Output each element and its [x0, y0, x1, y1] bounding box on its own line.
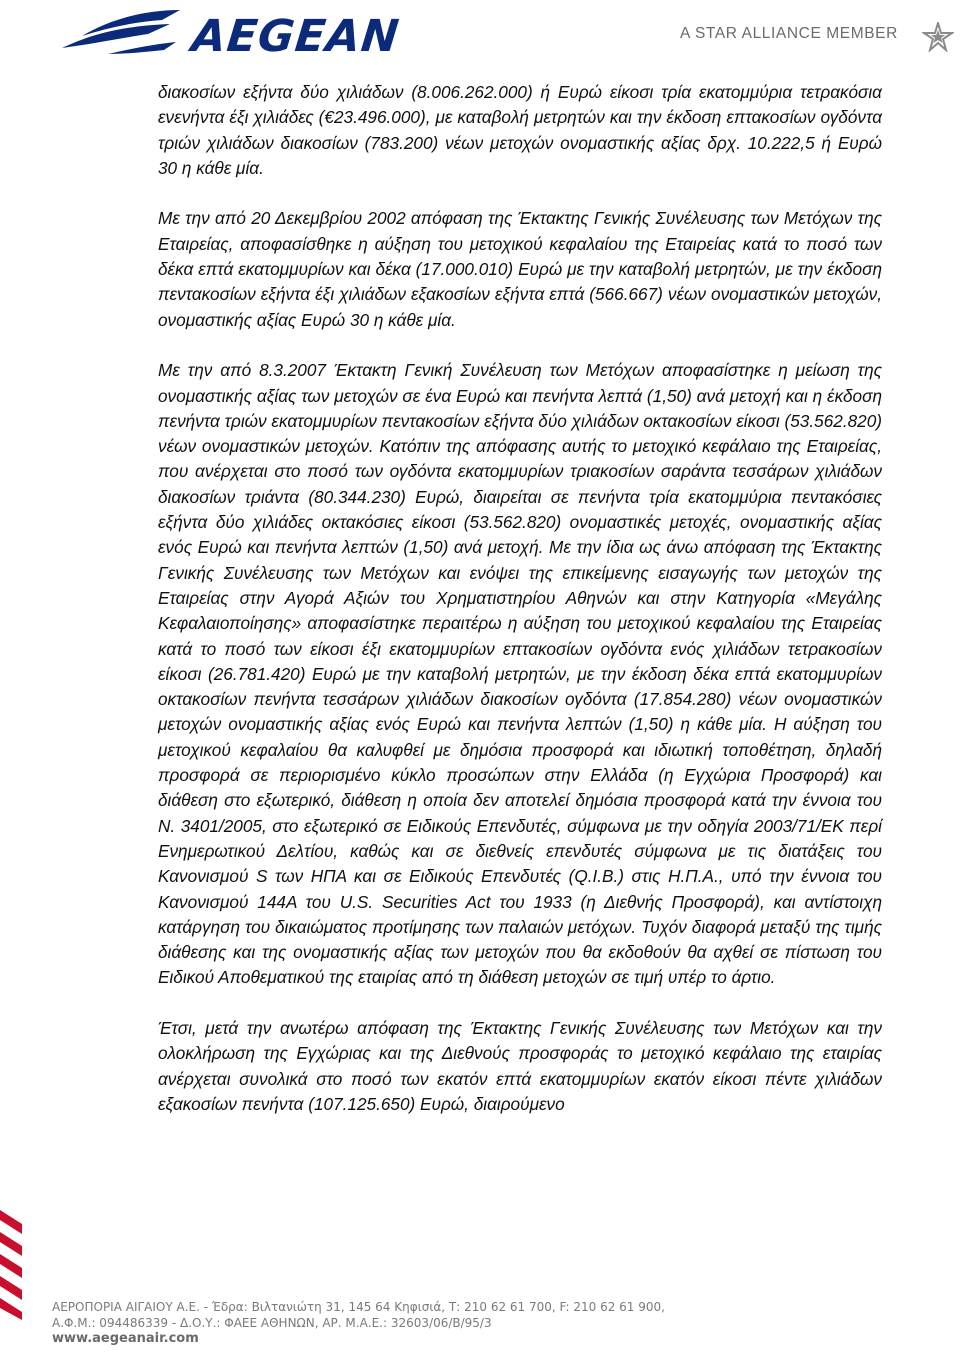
star-alliance-text: A STAR ALLIANCE MEMBER [680, 25, 898, 42]
red-stripes-decoration [0, 1210, 22, 1320]
aegean-logo [52, 4, 402, 62]
footer-website-link[interactable]: www.aegeanair.com [52, 1331, 199, 1346]
page-footer [52, 1300, 932, 1347]
paragraph-2002-increase: Με την από 20 Δεκεμβρίου 2002 απόφαση της Έκτακτης Γενικής Συνέλευσης των Μετόχων της Εταιρείας, αποφασίσθηκε η αύξηση του μετοχικού κεφαλαίου της Εταιρείας κατά το ποσό των δέκα επτά εκατομμυρίων και δέκα (17.000.010) Ευρώ με την καταβολή μετρητών, με την έκδοση πεντακοσίων εξήντα έξι χιλιάδων εξακοσίων εξήντα επτά (566.667) νέων ονομαστικών μετοχών, ονομαστικής αξίας Ευρώ 30 η κάθε μία. [158, 208, 882, 330]
document-body [158, 80, 882, 1117]
paragraph-final-capital: Έτσι, μετά την ανωτέρω απόφαση της Έκτακτης Γενικής Συνέλευσης των Μετόχων και την ολοκλήρωση της Εγχώριας και της Διεθνούς προσφοράς το μετοχικό κεφάλαιο της εταιρίας ανέρχεται συνολικά στο ποσό των εκατόν επτά εκατομμυρίων εκατόν είκοσι πέντε χιλιάδων εξακοσίων πενήντα (107.125.650) Ευρώ, διαιρούμενο [158, 1017, 882, 1114]
footer-registration: Α.Φ.Μ.: 094486339 - Δ.Ο.Υ.: ΦΑΕΕ ΑΘΗΝΩΝ, ΑΡ. Μ.Α.Ε.: 32603/06/Β/95/3 [52, 1315, 492, 1330]
paragraph-continuation: διακοσίων εξήντα δύο χιλιάδων (8.006.262.000) ή Ευρώ είκοσι τρία εκατομμύρια τετρακόσια ενενήντα έξι χιλιάδες (€23.496.000), με καταβολή μετρητών και την έκδοση επτακοσίων ογδόντα τριών χιλιάδων διακοσίων (783.200) νέων μετοχών ονομαστικής αξίας δρχ. 10.222,5 ή Ευρώ 30 η κάθε μία. [158, 82, 882, 178]
footer-address: ΑΕΡΟΠΟΡΙΑ ΑΙΓΑΙΟΥ Α.Ε. - Έδρα: Βιλτανιώτη 31, 145 64 Κηφισιά, Τ: 210 62 61 700, F: 210 62 61 900, [52, 1300, 665, 1314]
star-alliance-icon [922, 22, 954, 52]
page-header [0, 0, 960, 70]
logo-wordmark: AEGEAN [189, 11, 402, 62]
paragraph-2007-decision: Με την από 8.3.2007 Έκτακτη Γενική Συνέλευση των Μετόχων αποφασίστηκε η μείωση της ονομαστικής αξίας των μετοχών σε ένα Ευρώ και πενήντα λεπτά (1,50) ανά μετοχή και η έκδοση πενήντα τριών εκατομμυρίων πεντακοσίων εξήντα δύο χιλιάδων οκτακοσίων είκοσι (53.562.820) νέων ονομαστικών μετοχών. Κατόπιν της απόφασης αυτής το μετοχικό κεφάλαιο της Εταιρείας, που ανέρχεται στο ποσό των ογδόντα εκατομμυρίων τριακοσίων σαράντα τεσσάρων χιλιάδων διακοσίων τριάντα (80.344.230) Ευρώ, διαιρείται σε πενήντα τρία εκατομμύρια πεντακόσιες εξήντα δύο χιλιάδες οκτακόσιες είκοσι (53.562.820) ονομαστικές μετοχές, ονομαστικής αξίας ενός Ευρώ και πενήντα λεπτών (1,50) ανά μετοχή. Με την ίδια ως άνω απόφαση της Έκτακτης Γενικής Συνέλευσης των Μετόχων και ενόψει της επικείμενης εισαγωγής των μετοχών της Εταιρείας στην Αγορά Αξιών του Χρηματιστηρίου Αθηνών και στην Κατηγορία «Μεγάλης Κεφαλαιοποίησης» αποφασίστηκε περαιτέρω η αύξηση του μετοχικού κεφαλαίου της Εταιρείας κατά το ποσό των είκοσι έξι εκατομμυρίων επτακοσίων ογδόντα ενός χιλιάδων τετρακοσίων είκοσι (26.781.420) Ευρώ με την καταβολή μετρητών, με την έκδοση δέκα επτά εκατομμυρίων οκτακοσίων πενήντα τεσσάρων χιλιάδων διακοσίων ογδόντα (17.854.280) νέων ονομαστικών μετοχών ονομαστικής αξίας ενός Ευρώ και πενήντα λεπτών (1,50) η κάθε μία. Η αύξηση του μετοχικού κεφαλαίου θα καλυφθεί με δημόσια προσφορά και ιδιωτική τοποθέτηση, δηλαδή προσφορά σε περιορισμένο κύκλο προσώπων στην Ελλάδα (η Εγχώρια Προσφορά) και διάθεση στο εξωτερικό, διάθεση η οποία δεν αποτελεί δημόσια προσφορά κατά την έννοια του Ν. 3401/2005, στο εξωτερικό σε Ειδικούς Επενδυτές, σύμφωνα με την οδηγία 2003/71/ΕΚ περί Ενημερωτικού Δελτίου, καθώς και σε διεθνείς επενδυτές σύμφωνα με τις διατάξεις του Κανονισμού S των ΗΠΑ και σε Ειδικούς Επενδυτές (Q.I.B.) στις Η.Π.Α., υπό την έννοια του Κανονισμού 144Α του U.S. Securities Act του 1933 (η Διεθνής Προσφορά), και αντίστοιχη κατάργηση του δικαιώματος προτίμησης των παλαιών μετόχων. Τυχόν διαφορά μεταξύ της τιμής διάθεσης και της ονομαστικής αξίας των μετοχών που θα εκδοθούν θα αχθεί σε πίστωση του Ειδικού Αποθεματικού της εταιρίας από τη διάθεση μετοχών σε τιμή υπέρ το άρτιο. [158, 360, 882, 988]
